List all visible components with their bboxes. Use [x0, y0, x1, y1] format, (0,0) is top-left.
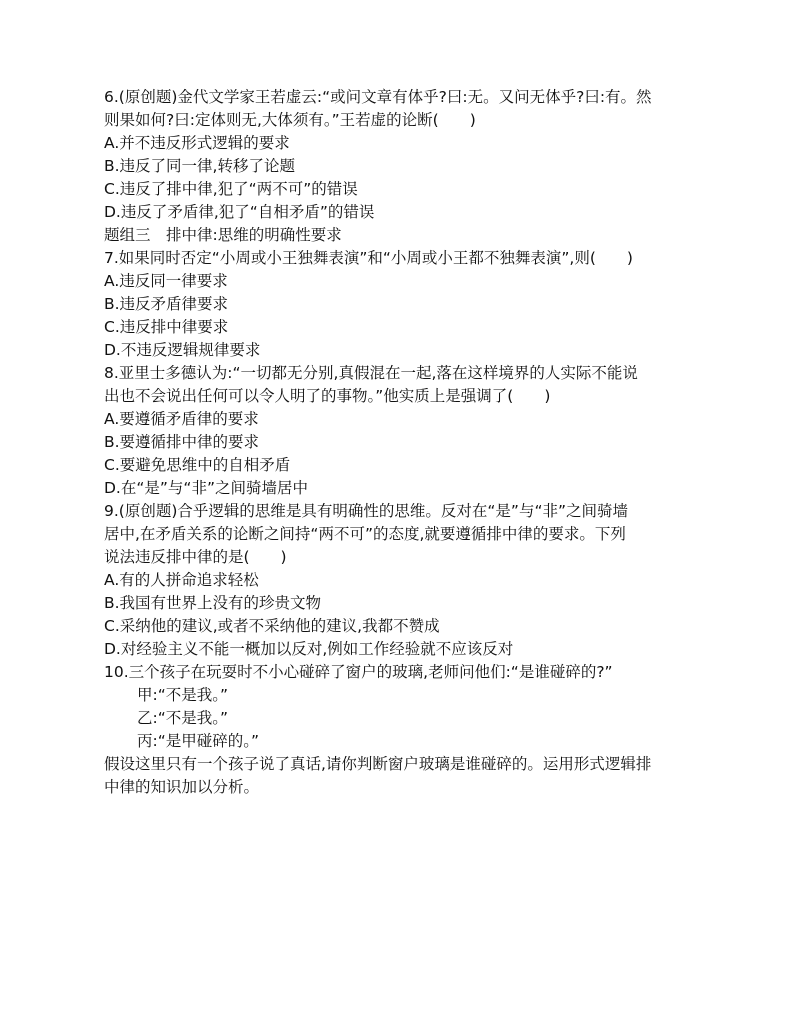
q7-option-a: A.违反同一律要求 [104, 272, 228, 290]
q6-option-c: C.违反了排中律,犯了“两不可”的错误 [104, 180, 358, 198]
q10-stem: 10.三个孩子在玩耍时不小心碰碎了窗户的玻璃,老师问他们:“是谁碰碎的?” [104, 663, 613, 681]
q9-option-d: D.对经验主义不能一概加以反对,例如工作经验就不应该反对 [104, 640, 514, 658]
q8-option-c: C.要避免思维中的自相矛盾 [104, 456, 291, 474]
q9-stem-line-1: 9.(原创题)合乎逻辑的思维是具有明确性的思维。反对在“是”与“非”之间骑墙 [104, 502, 629, 520]
q10-statement-jia: 甲:“不是我。” [137, 686, 229, 704]
q10-statement-yi: 乙:“不是我。” [137, 709, 229, 727]
q9-option-c: C.采纳他的建议,或者不采纳他的建议,我都不赞成 [104, 617, 440, 635]
q10-statement-bing: 丙:“是甲碰碎的。” [137, 732, 260, 750]
q6-option-a: A.并不违反形式逻辑的要求 [104, 134, 290, 152]
q8-option-b: B.要遵循排中律的要求 [104, 433, 260, 451]
q9-stem-line-3: 说法违反排中律的是( ) [104, 548, 287, 566]
q6-option-b: B.违反了同一律,转移了论题 [104, 157, 295, 175]
q8-option-a: A.要遵循矛盾律的要求 [104, 410, 259, 428]
q7-option-c: C.违反排中律要求 [104, 318, 229, 336]
q8-option-d: D.在“是”与“非”之间骑墙居中 [104, 479, 308, 497]
q6-option-d: D.违反了矛盾律,犯了“自相矛盾”的错误 [104, 203, 375, 221]
q9-option-a: A.有的人拼命追求轻松 [104, 571, 259, 589]
q7-option-b: B.违反矛盾律要求 [104, 295, 229, 313]
section-heading-group-3: 题组三 排中律:思维的明确性要求 [104, 226, 342, 244]
q7-option-d: D.不违反逻辑规律要求 [104, 341, 261, 359]
q6-stem-line-1: 6.(原创题)金代文学家王若虚云:“或问文章有体乎?曰:无。又问无体乎?曰:有。然 [104, 88, 652, 106]
q9-option-b: B.我国有世界上没有的珍贵文物 [104, 594, 322, 612]
q10-task-line-2: 中律的知识加以分析。 [104, 778, 260, 796]
q6-stem-line-2: 则果如何?曰:定体则无,大体须有。”王若虚的论断( ) [104, 111, 476, 129]
q10-task-line-1: 假设这里只有一个孩子说了真话,请你判断窗户玻璃是谁碰碎的。运用形式逻辑排 [104, 755, 652, 773]
question-text-block [104, 86, 704, 799]
q9-stem-line-2: 居中,在矛盾关系的论断之间持“两不可”的态度,就要遵循排中律的要求。下列 [104, 525, 626, 543]
q7-stem: 7.如果同时否定“小周或小王独舞表演”和“小周或小王都不独舞表演”,则( ) [104, 249, 633, 267]
q8-stem-line-2: 出也不会说出任何可以令人明了的事物。”他实质上是强调了( ) [104, 387, 551, 405]
q8-stem-line-1: 8.亚里士多德认为:“一切都无分别,真假混在一起,落在这样境界的人实际不能说 [104, 364, 638, 382]
